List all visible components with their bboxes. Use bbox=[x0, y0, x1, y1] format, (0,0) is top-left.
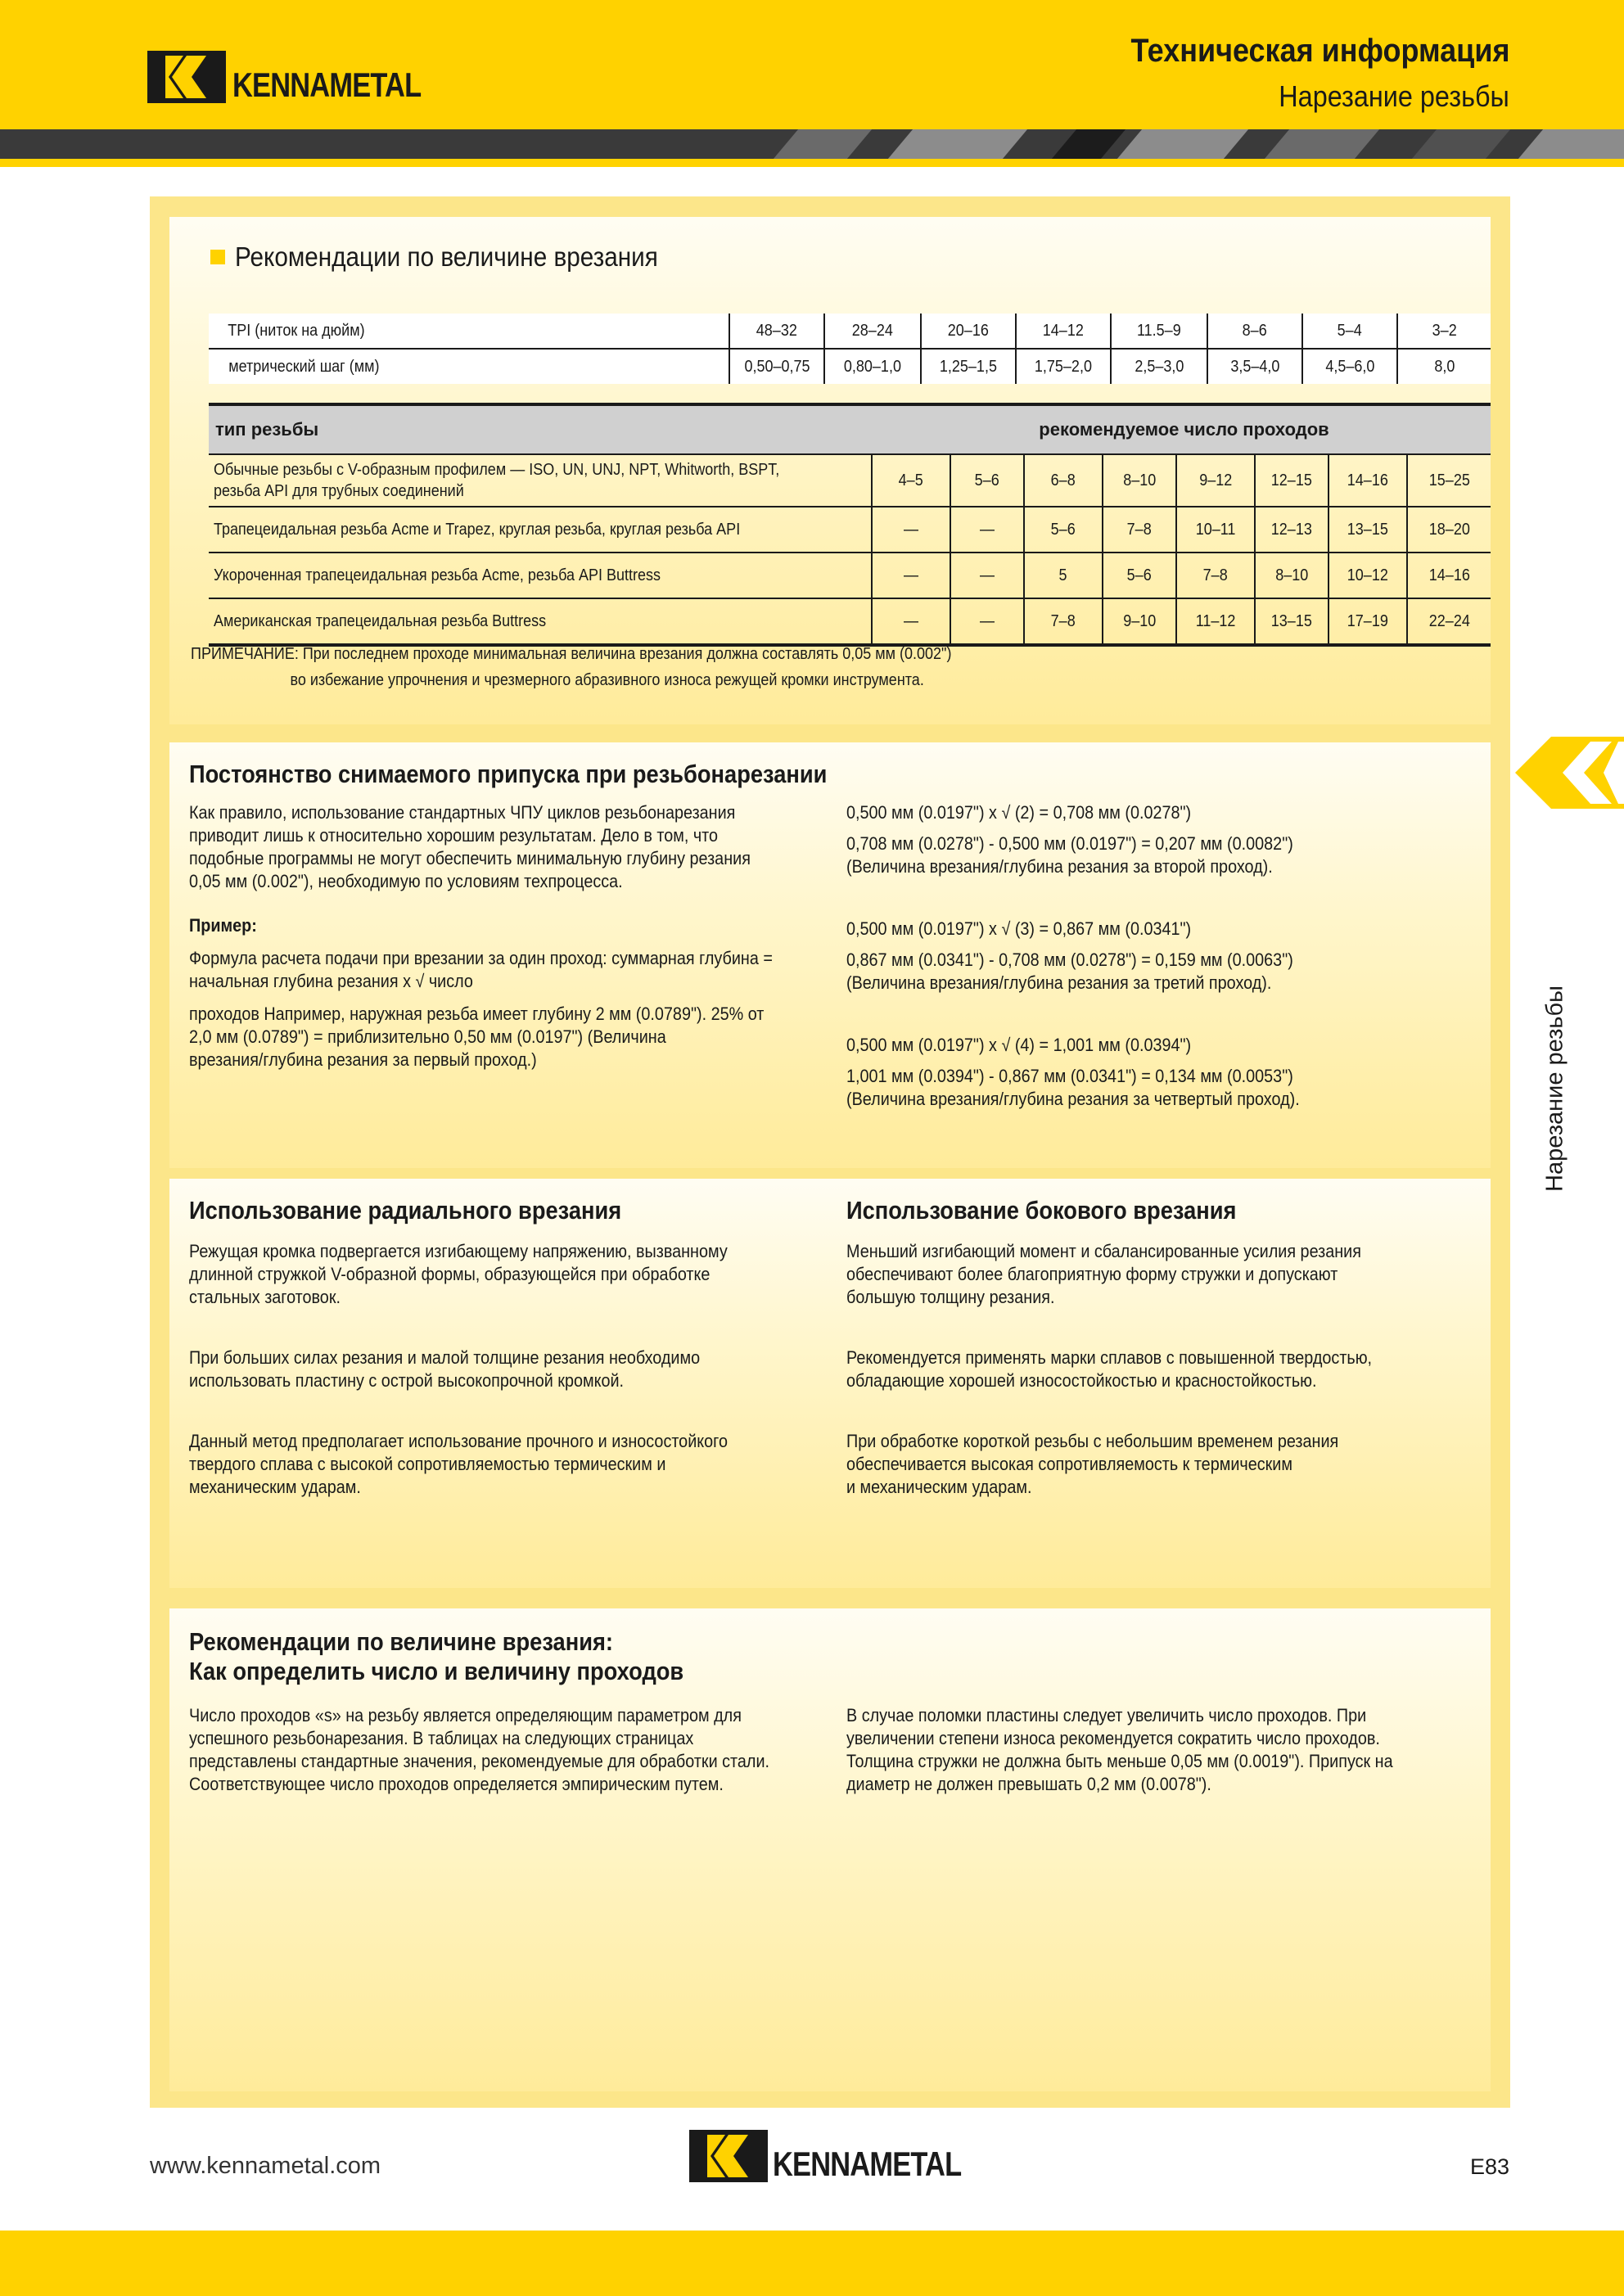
pitch-cell: 20–16 bbox=[921, 314, 1016, 349]
radial-paragraph-2: При больших силах резания и малой толщине резания необходимо использовать пластину с острой высокопрочной кромкой. bbox=[189, 1347, 701, 1391]
formula-pass-4-line1: 0,500 мм (0.0197") x √ (4) = 1,001 мм (0.0394") bbox=[846, 1035, 1192, 1055]
formula-paragraph: Формула расчета подачи при врезании за один проход: суммарная глубина = начальная глубина резания x √ число bbox=[189, 948, 773, 991]
table-row bbox=[209, 454, 1491, 507]
passes-cell: 6–8 bbox=[1024, 454, 1103, 507]
cut-depth-recommendations-card bbox=[169, 217, 1491, 724]
page-header bbox=[0, 0, 1624, 129]
passes-cell: 18–20 bbox=[1407, 507, 1491, 553]
passes-cell: — bbox=[872, 553, 950, 598]
passes-cell: — bbox=[950, 553, 1024, 598]
pitch-cell: 4,5–6,0 bbox=[1302, 349, 1397, 384]
content-panel bbox=[150, 196, 1510, 2108]
yellow-square-icon bbox=[210, 250, 225, 264]
kennametal-logo bbox=[147, 49, 462, 105]
radial-paragraph-1: Режущая кромка подвергается изгибающему напряжению, вызванному длинной стружкой V-образной формы, образующейся при обработке стальных заготовок. bbox=[189, 1241, 728, 1307]
pitch-cell: 3,5–4,0 bbox=[1207, 349, 1302, 384]
side-chevron-icon bbox=[1515, 737, 1624, 809]
passes-cell: 5–6 bbox=[1103, 553, 1176, 598]
pitch-cell: 0,50–0,75 bbox=[729, 349, 824, 384]
header-stripe-underline bbox=[0, 159, 1624, 167]
formula-pass-3-line2: 0,867 мм (0.0341") - 0,708 мм (0.0278") = 0,159 мм (0.0063") (Величина врезания/глубина резания за третий проход). bbox=[846, 950, 1293, 993]
passes-cell: 10–11 bbox=[1176, 507, 1255, 553]
pitch-table bbox=[209, 314, 1491, 384]
formula-pass-2-line2: 0,708 мм (0.0278") - 0,500 мм (0.0197") = 0,207 мм (0.0082") (Величина врезания/глубина резания за второй проход). bbox=[846, 833, 1293, 877]
brand-wordmark: KENNAMETAL bbox=[232, 65, 422, 104]
formula-pass-4-line2: 1,001 мм (0.0394") - 0,867 мм (0.0341") = 0,134 мм (0.0053") (Величина врезания/глубина резания за четвертый проход). bbox=[846, 1066, 1300, 1109]
note-line-2: во избежание упрочнения и чрезмерного абразивного износа режущей кромки инструмента. bbox=[290, 671, 924, 689]
passes-cell: 4–5 bbox=[872, 454, 950, 507]
constant-stock-removal-card bbox=[169, 742, 1491, 1168]
passes-cell: — bbox=[872, 507, 950, 553]
passes-cell: 22–24 bbox=[1407, 598, 1491, 645]
formula-pass-3-line1: 0,500 мм (0.0197") x √ (3) = 0,867 мм (0.0341") bbox=[846, 918, 1192, 939]
header-stripe bbox=[0, 129, 1624, 159]
radial-infeed-title: Использование радиального врезания bbox=[189, 1196, 622, 1225]
infeed-methods-card bbox=[169, 1179, 1491, 1588]
passes-cell: 11–12 bbox=[1176, 598, 1255, 645]
passes-cell: 8–10 bbox=[1255, 553, 1329, 598]
table-row bbox=[209, 598, 1491, 645]
passes-cell: 14–16 bbox=[1407, 553, 1491, 598]
passes-header-row bbox=[209, 404, 1491, 454]
footer-website-link[interactable]: www.kennametal.com bbox=[150, 2153, 381, 2179]
example-paragraph: проходов Например, наружная резьба имеет глубину 2 мм (0.0789"). 25% от 2,0 мм (0.0789") = приблизительно 0,50 мм (0.0197") (Величина врезания/глубина резания за первый проход.) bbox=[189, 1004, 765, 1070]
example-label: Пример: bbox=[189, 915, 257, 936]
passes-cell: 7–8 bbox=[1024, 598, 1103, 645]
pitch-cell: 48–32 bbox=[729, 314, 824, 349]
passes-cell: 5 bbox=[1024, 553, 1103, 598]
pitch-row-label: TPI (ниток на дюйм) bbox=[209, 314, 729, 349]
column-header-thread-type: тип резьбы bbox=[209, 404, 872, 454]
passes-cell: 12–15 bbox=[1255, 454, 1329, 507]
side-section-tab bbox=[1531, 974, 1580, 1203]
pitch-cell: 1,25–1,5 bbox=[921, 349, 1016, 384]
pitch-cell: 14–12 bbox=[1016, 314, 1111, 349]
radial-paragraph-3: Данный метод предполагает использование прочного и износостойкого твердого сплава с высокой сопротивляемостью термическим и механическим ударам. bbox=[189, 1431, 728, 1497]
table-row bbox=[209, 553, 1491, 598]
page-number: E83 bbox=[1469, 2154, 1509, 2179]
passes-cell: 14–16 bbox=[1329, 454, 1407, 507]
passes-cell: 12–13 bbox=[1255, 507, 1329, 553]
kennametal-k-icon bbox=[689, 2130, 768, 2182]
passes-cell: 5–6 bbox=[950, 454, 1024, 507]
pitch-cell: 0,80–1,0 bbox=[824, 349, 921, 384]
passes-cell: 10–12 bbox=[1329, 553, 1407, 598]
passes-cell: 17–19 bbox=[1329, 598, 1407, 645]
passes-cell: 9–12 bbox=[1176, 454, 1255, 507]
pitch-cell: 2,5–3,0 bbox=[1111, 349, 1207, 384]
thread-type-cell: Обычные резьбы с V-образным профилем — ISO, UN, UNJ, NPT, Whitworth, BSPT, резьба API для трубных соединений bbox=[209, 454, 872, 507]
table-note bbox=[191, 641, 951, 693]
flank-paragraph-3: При обработке короткой резьбы с небольшим временем резания обеспечивается высокая сопротивляемость к термическим и механическим ударам. bbox=[846, 1431, 1339, 1497]
footer-bar bbox=[0, 2231, 1624, 2296]
pitch-cell: 1,75–2,0 bbox=[1016, 349, 1111, 384]
intro-paragraph: Как правило, использование стандартных ЧПУ циклов резьбонарезания приводит лишь к относительно хорошим результатам. Дело в том, что подобные программы не могут обеспечить минимальную глубину резания 0,05 мм (0.002"), необходимую по условиям техпроцесса. bbox=[189, 802, 751, 891]
passes-cell: 7–8 bbox=[1176, 553, 1255, 598]
header-subtitle: Нарезание резьбы bbox=[1279, 79, 1509, 113]
pitch-row-label: метрический шаг (мм) bbox=[209, 349, 729, 384]
passes-cell: — bbox=[872, 598, 950, 645]
flank-paragraph-2: Рекомендуется применять марки сплавов с повышенной твердостью, обладающие хорошей износостойкостью и красностойкостью. bbox=[846, 1347, 1373, 1391]
pitch-cell: 8,0 bbox=[1397, 349, 1491, 384]
passes-cell: 8–10 bbox=[1103, 454, 1176, 507]
section-title-line-2: Как определить число и величину проходов bbox=[189, 1657, 684, 1685]
pitch-row-tpi bbox=[209, 314, 1491, 349]
pitch-cell: 28–24 bbox=[824, 314, 921, 349]
section-title: Постоянство снимаемого припуска при резьбонарезании bbox=[189, 760, 828, 788]
passes-cell: 15–25 bbox=[1407, 454, 1491, 507]
pitch-cell: 8–6 bbox=[1207, 314, 1302, 349]
pitch-cell: 11.5–9 bbox=[1111, 314, 1207, 349]
column-header-passes: рекомендуемое число проходов bbox=[872, 404, 1491, 454]
section-title bbox=[210, 241, 705, 273]
note-line-1: ПРИМЕЧАНИЕ: При последнем проходе минимальная величина врезания должна составлять 0,05 мм (0.002") bbox=[191, 645, 952, 663]
pitch-cell: 5–4 bbox=[1302, 314, 1397, 349]
section-title-text: Рекомендации по величине врезания bbox=[235, 241, 658, 272]
passes-cell: — bbox=[950, 507, 1024, 553]
passes-cell: 13–15 bbox=[1329, 507, 1407, 553]
pitch-row-metric bbox=[209, 349, 1491, 384]
passes-cell: 9–10 bbox=[1103, 598, 1176, 645]
pitch-cell: 3–2 bbox=[1397, 314, 1491, 349]
section-title-line-1: Рекомендации по величине врезания: bbox=[189, 1627, 613, 1656]
passes-right-paragraph: В случае поломки пластины следует увеличить число проходов. При увеличении степени износа рекомендуется сократить число проходов. Толщина стружки не должна быть меньше 0,05 мм (0.0019"). Припуск на диаметр не должен превышать 0,2 мм (0.0078"). bbox=[846, 1705, 1393, 1794]
kennametal-footer-logo bbox=[689, 2128, 1003, 2184]
side-section-label: Нарезание резьбы bbox=[1541, 986, 1568, 1192]
table-row bbox=[209, 507, 1491, 553]
thread-type-cell: Укороченная трапецеидальная резьба Acme, резьба API Buttress bbox=[209, 553, 872, 598]
thread-type-cell: Американская трапецеидальная резьба Buttress bbox=[209, 598, 872, 645]
passes-determination-card bbox=[169, 1608, 1491, 2091]
passes-left-paragraph: Число проходов «s» на резьбу является определяющим параметром для успешного резьбонарезания. В таблицах на следующих страницах представлены стандартные значения, рекомендуемые для обработки стали. Соответствующее число проходов определяется эмпирическим путем. bbox=[189, 1705, 770, 1794]
passes-cell: — bbox=[950, 598, 1024, 645]
formula-pass-2-line1: 0,500 мм (0.0197") x √ (2) = 0,708 мм (0.0278") bbox=[846, 802, 1192, 823]
flank-paragraph-1: Меньший изгибающий момент и сбалансированные усилия резания обеспечивают более благоприятную форму стружки и допускают большую толщину резания. bbox=[846, 1241, 1361, 1307]
passes-table bbox=[209, 403, 1491, 647]
flank-infeed-title: Использование бокового врезания bbox=[846, 1196, 1237, 1225]
thread-type-cell: Трапецеидальная резьба Acme и Trapez, круглая резьба, круглая резьба API bbox=[209, 507, 872, 553]
header-title: Техническая информация bbox=[1130, 33, 1509, 69]
passes-cell: 7–8 bbox=[1103, 507, 1176, 553]
passes-cell: 13–15 bbox=[1255, 598, 1329, 645]
brand-wordmark: KENNAMETAL bbox=[773, 2145, 962, 2183]
kennametal-k-icon bbox=[147, 51, 226, 103]
passes-cell: 5–6 bbox=[1024, 507, 1103, 553]
